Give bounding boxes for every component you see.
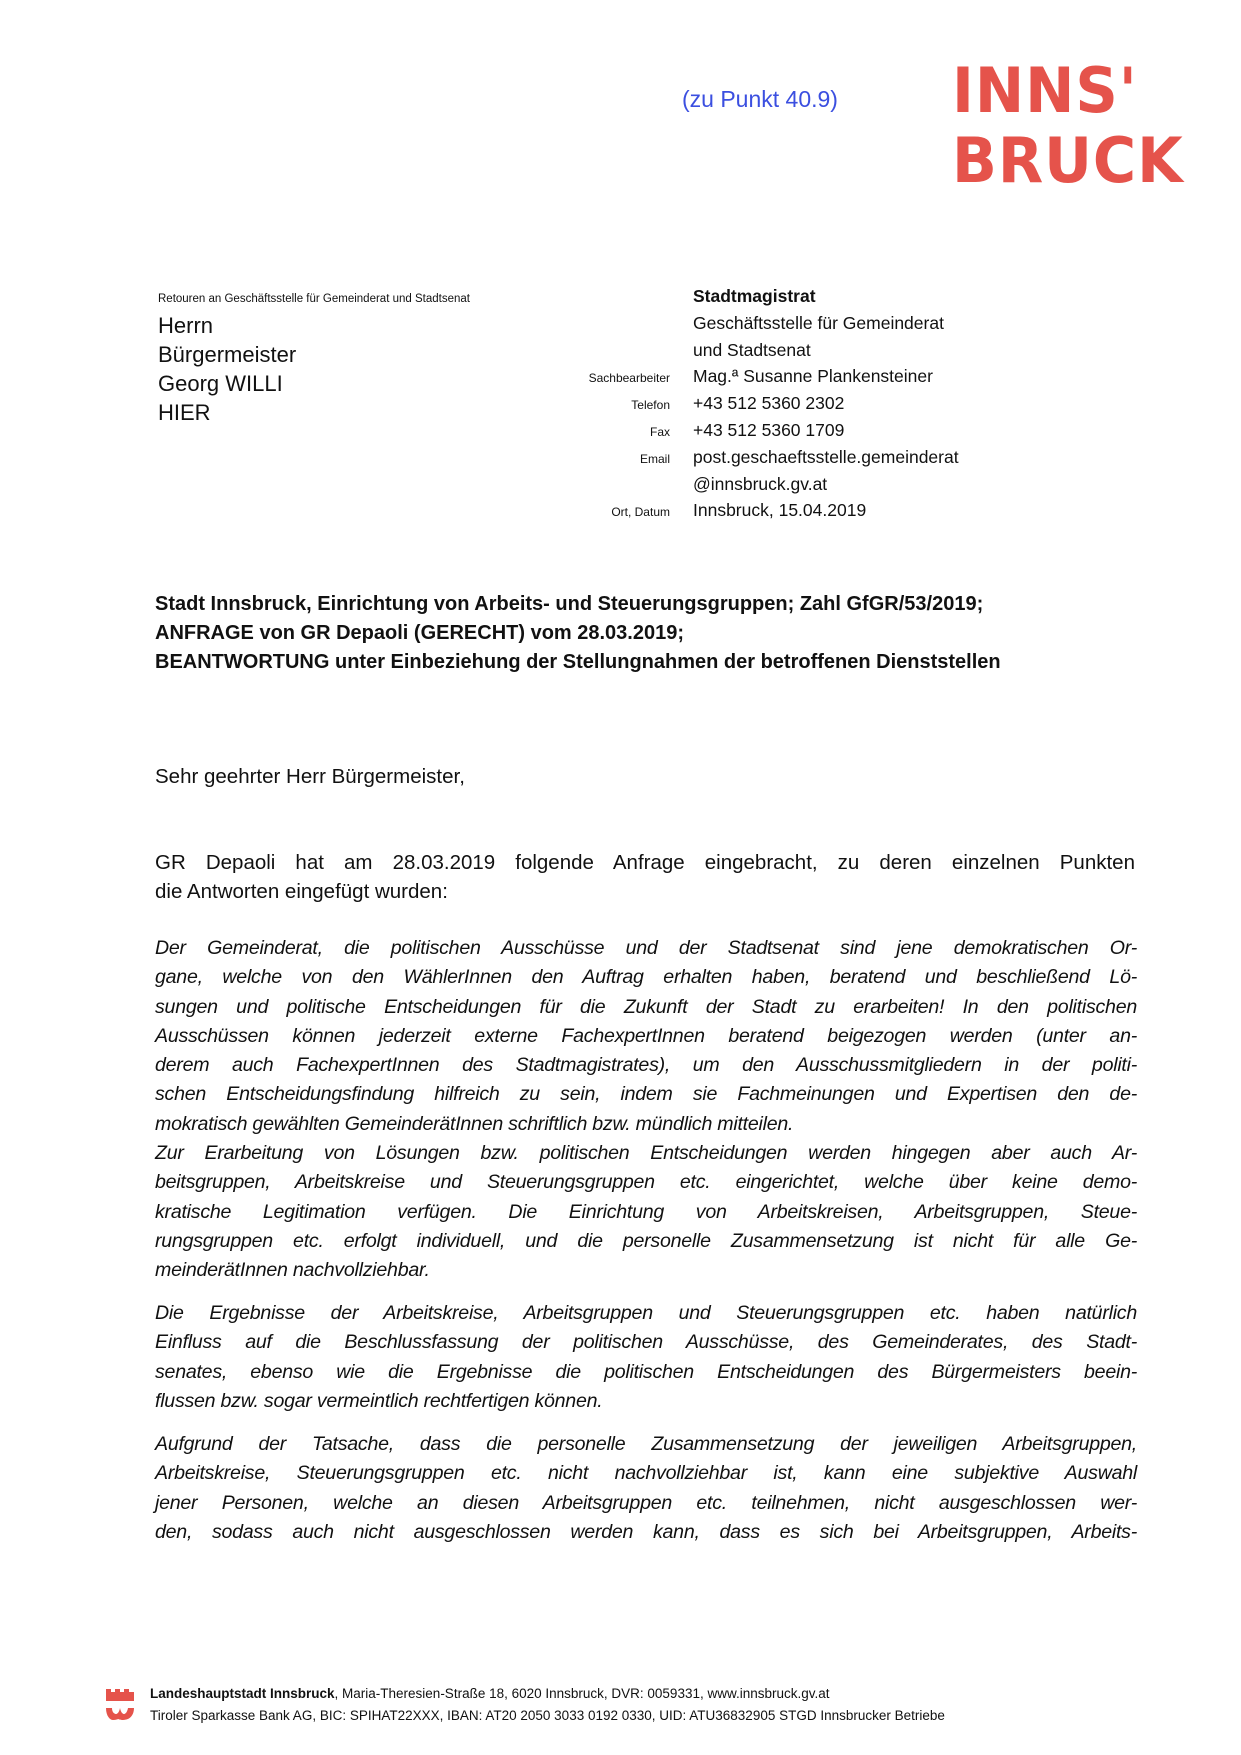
inquiry-paragraph	[155, 1430, 1137, 1547]
intro-paragraph	[155, 848, 1135, 906]
paragraph-line: senates, ebenso wie die Ergebnisse die politischen Entscheidungen des Bürgermeisters beein-	[155, 1360, 1137, 1383]
address-line: Bürgermeister	[158, 342, 297, 367]
sender-field-value: +43 512 5360 1709	[693, 419, 845, 440]
innsbruck-logo	[952, 56, 1190, 196]
sender-field-label: Fax	[649, 424, 670, 439]
paragraph-line: meinderätInnen nachvollziehbar.	[155, 1259, 430, 1282]
sender-field-value: +43 512 5360 2302	[693, 393, 845, 414]
footer	[105, 1683, 945, 1727]
paragraph-line: gane, welche von den WählerInnen den Auftrag erhalten haben, beratend und beschließend Lö-	[155, 966, 1137, 989]
sender-row	[560, 366, 1020, 393]
address-line: HIER	[158, 400, 211, 425]
paragraph-line: sungen und politische Entscheidungen für die Zukunft der Stadt zu erarbeiten! In den politischen	[155, 995, 1137, 1018]
sender-info-block	[560, 286, 1020, 527]
logo-line-1: INNS'	[952, 54, 1138, 127]
paragraph-line: Die Ergebnisse der Arbeitskreise, Arbeitsgruppen und Steuerungsgruppen etc. haben natürlich	[155, 1302, 1137, 1324]
subject-line: BEANTWORTUNG unter Einbeziehung der Stellungnahmen der betroffenen Dienststellen	[155, 651, 1001, 673]
sender-field-value: Stadtmagistrat	[693, 286, 816, 306]
paragraph-line: Zur Erarbeitung von Lösungen bzw. politischen Entscheidungen werden hingegen aber auch Ar-	[155, 1142, 1137, 1164]
address-line: Georg WILLI	[158, 371, 283, 396]
subject-line: ANFRAGE von GR Depaoli (GERECHT) vom 28.03.2019;	[155, 622, 685, 644]
footer-address-line	[150, 1683, 945, 1705]
inquiry-paragraph	[155, 934, 1137, 1139]
sender-field-label: Sachbearbeiter	[588, 371, 670, 386]
paragraph-line: kratische Legitimation verfügen. Die Einrichtung von Arbeitskreisen, Arbeitsgruppen, Steue-	[155, 1200, 1137, 1223]
intro-line: die Antworten eingefügt wurden:	[155, 880, 448, 903]
sender-field-value: Innsbruck, 15.04.2019	[693, 500, 867, 521]
return-address-line: Retouren an Geschäftsstelle für Gemeinderat und Stadtsenat	[158, 293, 470, 305]
paragraph-line: mokratisch gewählten GemeinderätInnen schriftlich bzw. mündlich mitteilen.	[155, 1112, 794, 1135]
paragraph-line: Ausschüssen können jederzeit externe FachexpertInnen beratend beigezogen werden (unter an-	[155, 1024, 1137, 1047]
recipient-address	[158, 311, 296, 427]
inquiry-paragraph	[155, 1299, 1137, 1416]
footer-address: , Maria-Theresien-Straße 18, 6020 Innsbruck, DVR: 0059331, www.innsbruck.gv.at	[334, 1686, 830, 1701]
paragraph-line: Einfluss auf die Beschlussfassung der politischen Ausschüsse, des Gemeinderates, des Stadt-	[155, 1331, 1137, 1354]
sender-field-value: Geschäftsstelle für Gemeinderat	[693, 312, 944, 333]
inquiry-paragraph	[155, 1139, 1137, 1285]
sender-field-value: und Stadtsenat	[693, 339, 811, 360]
paragraph-line: derem auch FachexpertInnen des Stadtmagistrates), um den Ausschussmitgliedern in der politi-	[155, 1054, 1137, 1077]
subject-line: Stadt Innsbruck, Einrichtung von Arbeits- und Steuerungsgruppen; Zahl GfGR/53/2019;	[155, 593, 984, 615]
sender-field-value: @innsbruck.gv.at	[693, 473, 828, 494]
paragraph-line: flussen bzw. sogar vermeintlich rechtfertigen können.	[155, 1389, 603, 1412]
sender-row	[560, 340, 1020, 367]
sender-row	[560, 500, 1020, 527]
sender-row	[560, 313, 1020, 340]
paragraph-line: jener Personen, welche an diesen Arbeitsgruppen etc. teilnehmen, nicht ausgeschlossen wer-	[155, 1491, 1137, 1514]
paragraph-line: den, sodass auch nicht ausgeschlossen werden kann, dass es sich bei Arbeitsgruppen, Arbeits-	[155, 1520, 1137, 1543]
sender-field-value: Mag.ª Susanne Plankensteiner	[693, 366, 933, 387]
sender-field-label: Ort, Datum	[611, 505, 670, 520]
sender-row	[560, 393, 1020, 420]
footer-org-name: Landeshauptstadt Innsbruck	[150, 1686, 335, 1701]
agenda-reference: (zu Punkt 40.9)	[682, 86, 838, 112]
logo-line-2: BRUCK	[952, 124, 1184, 197]
innsbruck-coat-of-arms-icon	[105, 1686, 135, 1722]
sender-row	[560, 474, 1020, 501]
address-line: Herrn	[158, 313, 214, 338]
footer-bank-line: Tiroler Sparkasse Bank AG, BIC: SPIHAT22XXX, IBAN: AT20 2050 3033 0192 0330, UID: ATU36832905 STGD Innsbrucker Betriebe	[150, 1708, 945, 1723]
sender-row	[560, 286, 1020, 313]
sender-row	[560, 447, 1020, 474]
sender-field-value: post.geschaeftsstelle.gemeinderat	[693, 446, 959, 467]
paragraph-line: beitsgruppen, Arbeitskreise und Steuerungsgruppen etc. eingerichtet, welche über keine demo-	[155, 1171, 1137, 1194]
intro-line: GR Depaoli hat am 28.03.2019 folgende Anfrage eingebracht, zu deren einzelnen Punkten	[155, 851, 1135, 874]
paragraph-line: Der Gemeinderat, die politischen Ausschüsse und der Stadtsenat sind jene demokratischen Or-	[155, 937, 1137, 959]
sender-field-label: Email	[639, 451, 670, 466]
paragraph-line: Aufgrund der Tatsache, dass die personelle Zusammensetzung der jeweiligen Arbeitsgruppen,	[155, 1433, 1137, 1455]
paragraph-line: rungsgruppen etc. erfolgt individuell, und die personelle Zusammensetzung ist nicht für alle Ge-	[155, 1229, 1137, 1252]
subject-heading	[155, 590, 1001, 677]
paragraph-line: schen Entscheidungsfindung hilfreich zu sein, indem sie Fachmeinungen und Expertisen den de-	[155, 1083, 1137, 1106]
sender-row	[560, 420, 1020, 447]
salutation: Sehr geehrter Herr Bürgermeister,	[155, 765, 465, 788]
paragraph-line: Arbeitskreise, Steuerungsgruppen etc. nicht nachvollziehbar ist, kann eine subjektive Auswahl	[155, 1462, 1137, 1485]
sender-field-label: Telefon	[631, 398, 670, 413]
